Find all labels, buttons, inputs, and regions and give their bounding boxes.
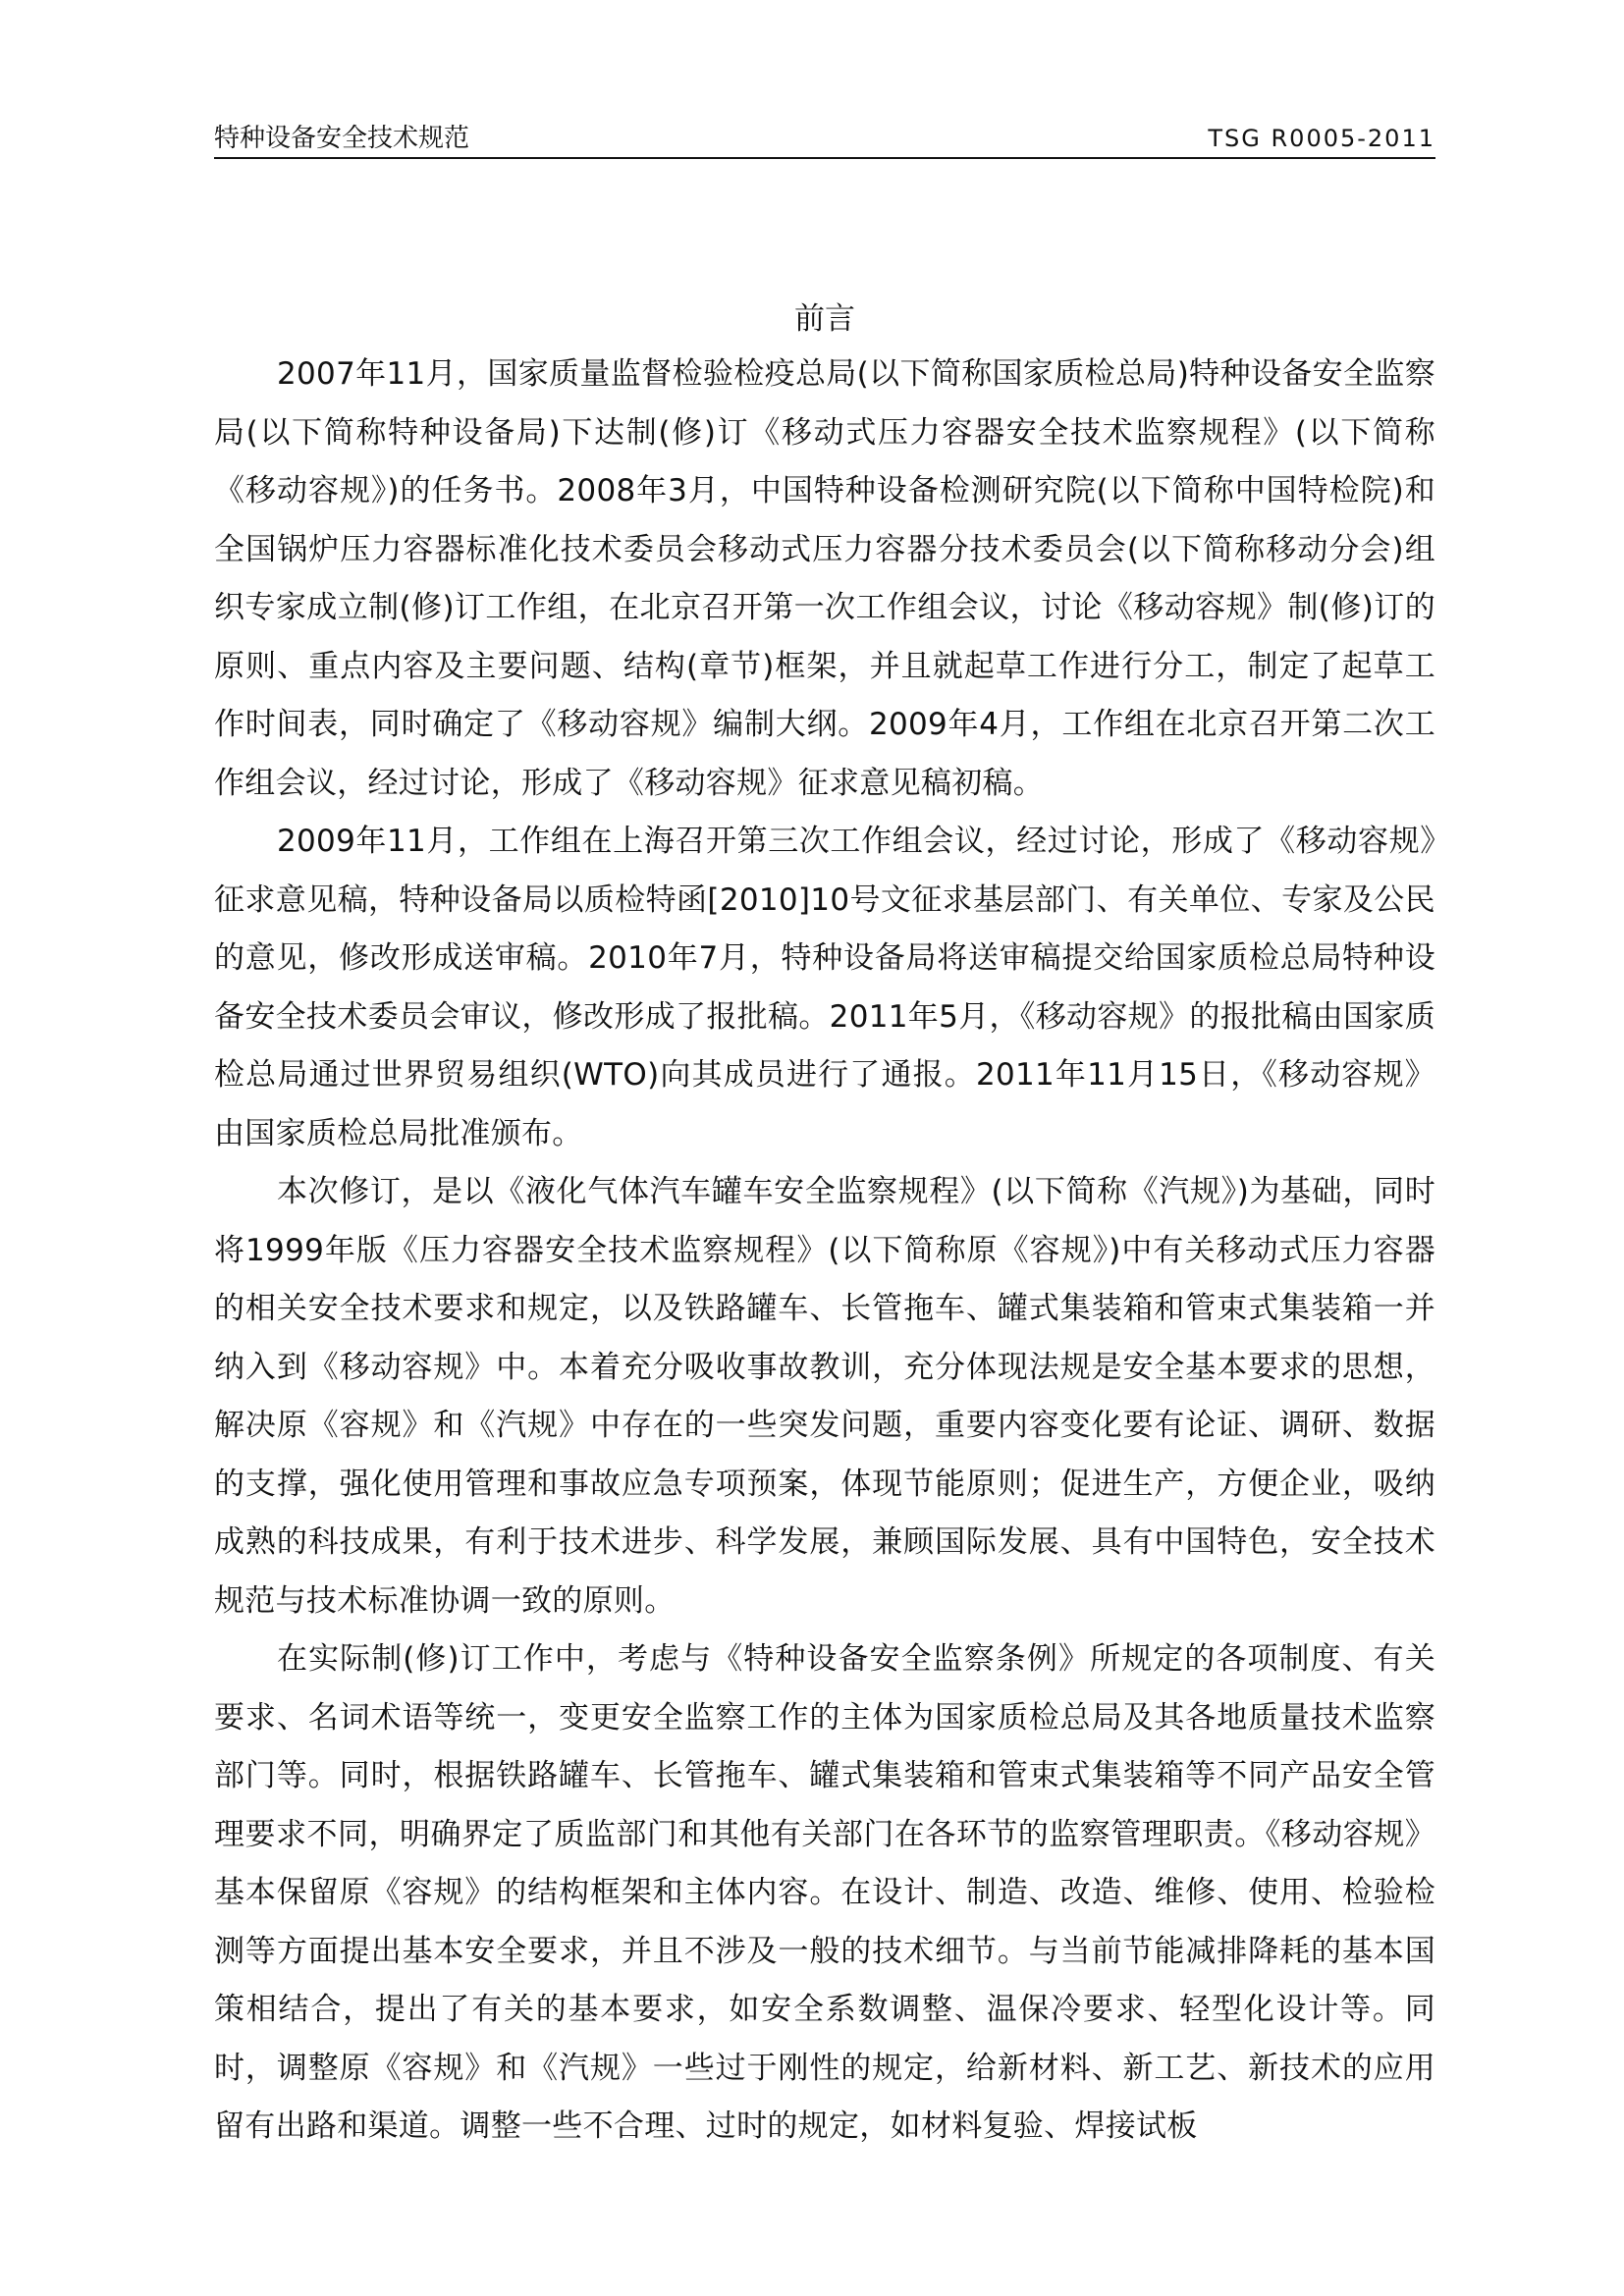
header-code: TSG R0005-2011 — [1208, 125, 1435, 152]
paragraph: 2007年11月，国家质量监督检验检疫总局(以下简称国家质检总局)特种设备安全监察局(以下简称特种设备局)下达制(修)订《移动式压力容器安全技术监察规程》(以下简称《移动容规》)的任务书。2008年3月，中国特种设备检测研究院(以下简称中国特检院)和全国锅炉压力容器标准化技术委员会移动式压力容器分技术委员会(以下简称移动分会)组织专家成立制(修)订工作组，在北京召开第一次工作组会议，讨论《移动容规》制(修)订的原则、重点内容及主要问题、结构(章节)框架，并且就起草工作进行分工，制定了起草工作时间表，同时确定了《移动容规》编制大纲。2009年4月，工作组在北京召开第二次工作组会议，经过讨论，形成了《移动容规》征求意见稿初稿。 — [214, 356, 1435, 801]
section-title: 前言 — [794, 301, 855, 337]
header-title: 特种设备安全技术规范 — [214, 124, 470, 153]
body-text — [214, 346, 1435, 2157]
page-header — [214, 122, 1435, 155]
paragraph: 本次修订，是以《液化气体汽车罐车安全监察规程》(以下简称《汽规》)为基础，同时将1999年版《压力容器安全技术监察规程》(以下简称原《容规》)中有关移动式压力容器的相关安全技术要求和规定，以及铁路罐车、长管拖车、罐式集装箱和管束式集装箱一并纳入到《移动容规》中。本着充分吸收事故教训，充分体现法规是安全基本要求的思想，解决原《容规》和《汽规》中存在的一些突发问题，重要内容变化要有论证、调研、数据的支撑，强化使用管理和事故应急专项预案，体现节能原则；促进生产，方便企业，吸纳成熟的科技成果，有利于技术进步、科学发展，兼顾国际发展、具有中国特色，安全技术规范与技术标准协调一致的原则。 — [214, 1174, 1435, 1619]
paragraph: 在实际制(修)订工作中，考虑与《特种设备安全监察条例》所规定的各项制度、有关要求、名词术语等统一，变更安全监察工作的主体为国家质检总局及其各地质量技术监察部门等。同时，根据铁路罐车、长管拖车、罐式集装箱和管束式集装箱等不同产品安全管理要求不同，明确界定了质监部门和其他有关部门在各环节的监察管理职责。《移动容规》基本保留原《容规》的结构框架和主体内容。在设计、制造、改造、维修、使用、检验检测等方面提出基本安全要求，并且不涉及一般的技术细节。与当前节能减排降耗的基本国策相结合，提出了有关的基本要求，如安全系数调整、温保冷要求、轻型化设计等。同时，调整原《容规》和《汽规》一些过于刚性的规定，给新材料、新工艺、新技术的应用留有出路和渠道。调整一些不合理、过时的规定，如材料复验、焊接试板 — [214, 1641, 1435, 2144]
header-divider — [214, 157, 1435, 159]
paragraph: 2009年11月，工作组在上海召开第三次工作组会议，经过讨论，形成了《移动容规》征求意见稿，特种设备局以质检特函[2010]10号文征求基层部门、有关单位、专家及公民的意见，修改形成送审稿。2010年7月，特种设备局将送审稿提交给国家质检总局特种设备安全技术委员会审议，修改形成了报批稿。2011年5月，《移动容规》的报批稿由国家质检总局通过世界贸易组织(WTO)向其成员进行了通报。2011年11月15日，《移动容规》由国家质检总局批准颁布。 — [214, 824, 1435, 1151]
